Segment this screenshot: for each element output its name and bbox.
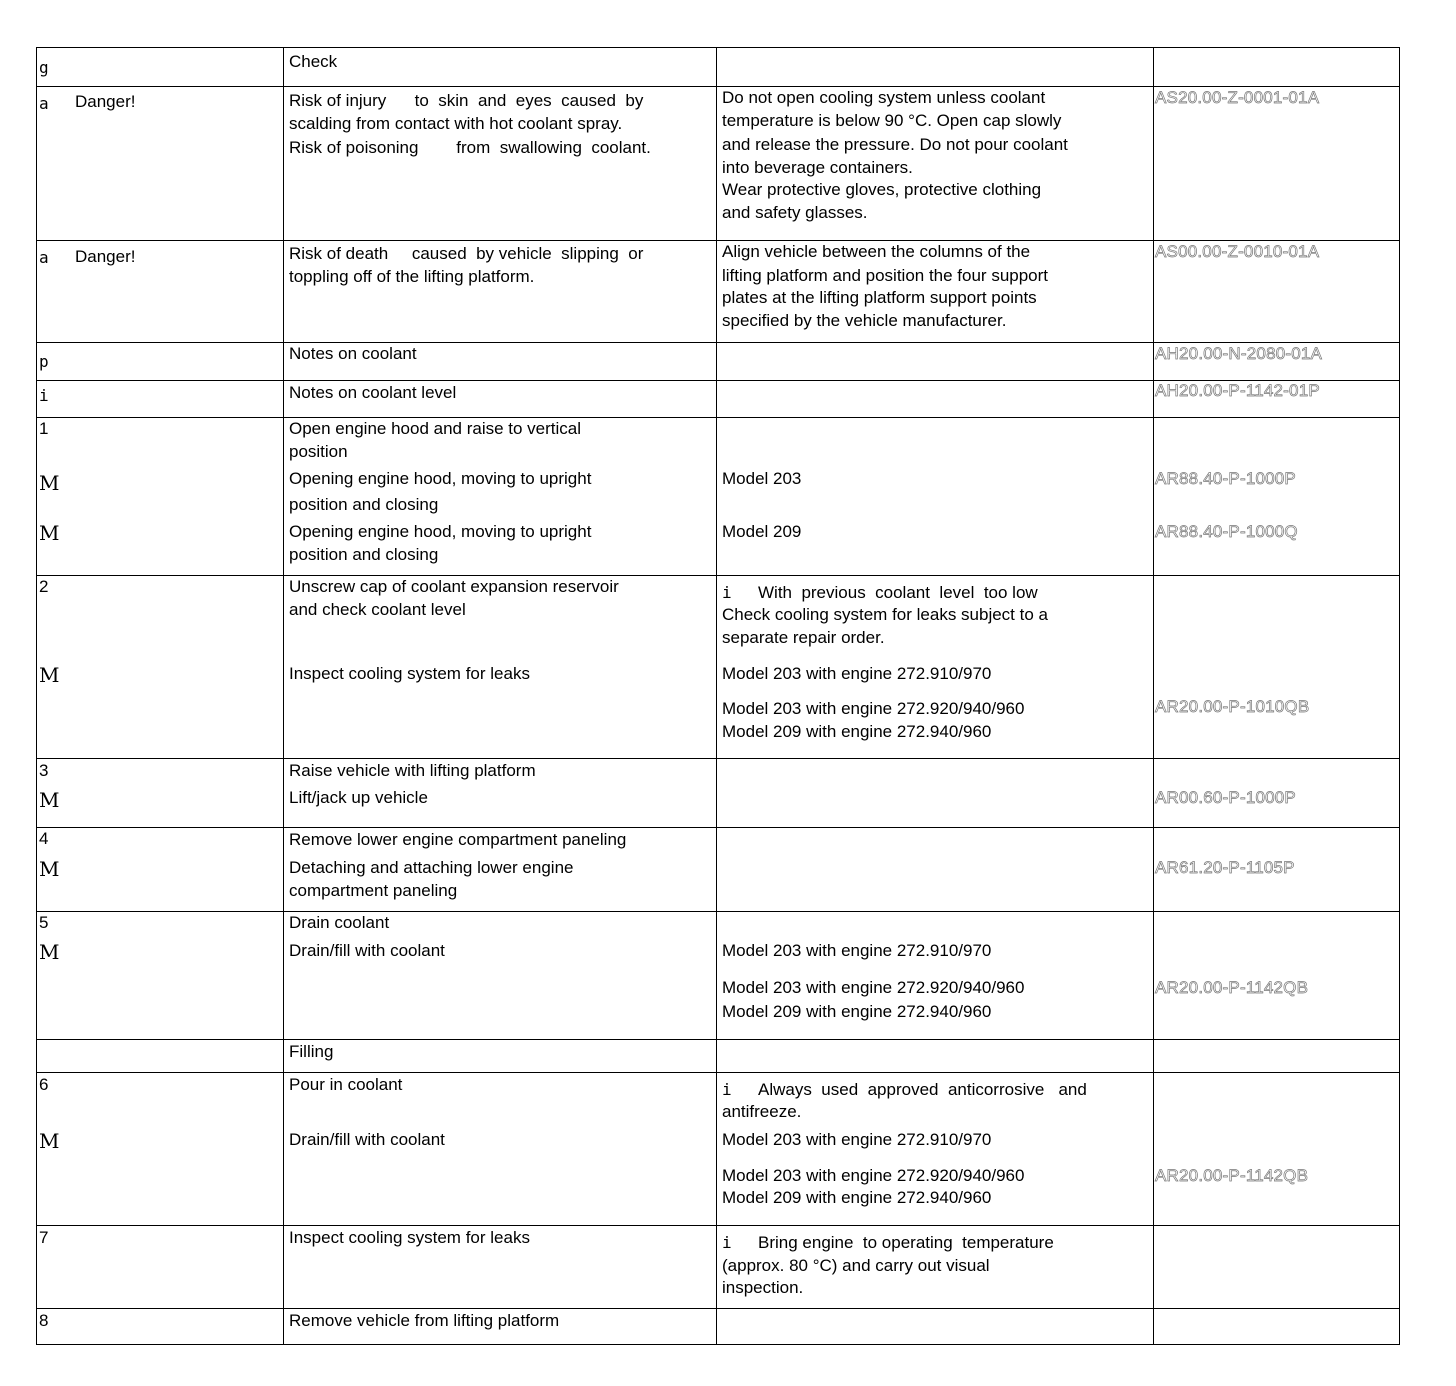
notes-icon: p <box>39 352 49 371</box>
note-text: Bring engine to operating temperature <box>758 1233 1054 1252</box>
column-divider <box>36 47 37 1345</box>
manual-icon: M <box>39 1129 60 1153</box>
step-number: 6 <box>39 1075 49 1094</box>
safety-instruction: and safety glasses. <box>722 203 868 222</box>
danger-label: Danger! <box>75 247 136 266</box>
reference-link[interactable]: AH20.00-N-2080-01A <box>1155 344 1323 363</box>
manual-icon: M <box>39 471 60 495</box>
danger-label: Danger! <box>75 92 136 111</box>
step-text: position <box>289 442 348 461</box>
safety-instruction: plates at the lifting platform support points <box>722 288 1037 307</box>
reference-link[interactable]: AH20.00-P-1142-01P <box>1155 381 1320 400</box>
model-text: Model 203 with engine 272.910/970 <box>722 941 992 960</box>
reference-link[interactable]: AS20.00-Z-0001-01A <box>1155 88 1320 107</box>
substep-text: Drain/fill with coolant <box>289 941 445 960</box>
row-divider <box>36 575 1400 576</box>
info-icon: i <box>722 1233 732 1252</box>
note-text: Check cooling system for leaks subject to a <box>722 605 1048 624</box>
note-text: inspection. <box>722 1278 804 1297</box>
substep-text: compartment paneling <box>289 881 458 900</box>
column-divider <box>716 47 717 1345</box>
notes-text: Notes on coolant level <box>289 383 457 402</box>
reference-link[interactable]: AR20.00-P-1010QB <box>1155 697 1310 716</box>
reference-link[interactable]: AR20.00-P-1142QB <box>1155 978 1309 997</box>
step-number: 1 <box>39 419 49 438</box>
model-text: Model 203 with engine 272.920/940/960 <box>722 1166 1025 1185</box>
column-divider <box>1399 47 1400 1345</box>
safety-instruction: into beverage containers. <box>722 158 913 177</box>
model-text: Model 203 with engine 272.920/940/960 <box>722 699 1025 718</box>
step-number: 7 <box>39 1228 49 1247</box>
manual-icon: M <box>39 663 60 687</box>
info-icon: i <box>722 583 732 602</box>
model-text: Model 203 with engine 272.910/970 <box>722 664 992 683</box>
model-text: Model 209 <box>722 522 802 541</box>
step-text: Remove vehicle from lifting platform <box>289 1311 560 1330</box>
substep-text: Lift/jack up vehicle <box>289 788 428 807</box>
hazard-text: scalding from contact with hot coolant spray. <box>289 114 623 133</box>
hazard-text: Risk of death caused by vehicle slipping or <box>289 244 644 263</box>
check-symbol: g <box>39 58 49 77</box>
substep-text: position and closing <box>289 545 439 564</box>
manual-icon: M <box>39 940 60 964</box>
row-divider <box>36 417 1400 418</box>
step-text: Inspect cooling system for leaks <box>289 1228 530 1247</box>
row-divider <box>36 1308 1400 1309</box>
row-divider <box>36 1344 1400 1345</box>
hazard-text: toppling off of the lifting platform. <box>289 267 535 286</box>
manual-icon: M <box>39 788 60 812</box>
model-text: Model 203 with engine 272.920/940/960 <box>722 978 1025 997</box>
substep-text: Opening engine hood, moving to upright <box>289 522 592 541</box>
step-number: 4 <box>39 829 49 848</box>
manual-icon: M <box>39 857 60 881</box>
section-title-filling: Filling <box>289 1042 334 1061</box>
substep-text: Drain/fill with coolant <box>289 1130 445 1149</box>
row-divider <box>36 1072 1400 1073</box>
model-text: Model 209 with engine 272.940/960 <box>722 1002 992 1021</box>
row-divider <box>36 1225 1400 1226</box>
substep-text: Inspect cooling system for leaks <box>289 664 530 683</box>
step-text: Open engine hood and raise to vertical <box>289 419 582 438</box>
step-number: 2 <box>39 577 49 596</box>
column-divider <box>283 47 284 1345</box>
safety-instruction: specified by the vehicle manufacturer. <box>722 311 1007 330</box>
model-text: Model 209 with engine 272.940/960 <box>722 722 992 741</box>
model-text: Model 203 <box>722 469 802 488</box>
substep-text: Opening engine hood, moving to upright <box>289 469 592 488</box>
column-divider <box>1153 47 1154 1345</box>
danger-icon: a <box>39 94 49 113</box>
reference-link[interactable]: AR61.20-P-1105P <box>1155 858 1295 877</box>
note-text: (approx. 80 °C) and carry out visual <box>722 1256 990 1275</box>
step-number: 3 <box>39 761 49 780</box>
substep-text: position and closing <box>289 495 439 514</box>
reference-link[interactable]: AR88.40-P-1000P <box>1155 469 1296 488</box>
safety-instruction: Wear protective gloves, protective clothing <box>722 180 1042 199</box>
notes-text: Notes on coolant <box>289 344 417 363</box>
hazard-text: Risk of injury to skin and eyes caused by <box>289 91 644 110</box>
note-text: antifreeze. <box>722 1102 802 1121</box>
reference-link[interactable]: AS00.00-Z-0010-01A <box>1155 242 1320 261</box>
step-text: Remove lower engine compartment paneling <box>289 830 627 849</box>
section-title-check: Check <box>289 52 338 71</box>
row-divider <box>36 47 1400 48</box>
manual-icon: M <box>39 521 60 545</box>
step-number: 5 <box>39 913 49 932</box>
step-text: Raise vehicle with lifting platform <box>289 761 536 780</box>
step-text: Drain coolant <box>289 913 390 932</box>
note-text: With previous coolant level too low <box>758 583 1038 602</box>
model-text: Model 203 with engine 272.910/970 <box>722 1130 992 1149</box>
safety-instruction: and release the pressure. Do not pour coolant <box>722 135 1068 154</box>
danger-icon: a <box>39 248 49 267</box>
step-number: 8 <box>39 1311 49 1330</box>
row-divider <box>36 827 1400 828</box>
row-divider <box>36 911 1400 912</box>
step-text: Pour in coolant <box>289 1075 403 1094</box>
row-divider <box>36 758 1400 759</box>
reference-link[interactable]: AR20.00-P-1142QB <box>1155 1166 1309 1185</box>
note-text: Always used approved anticorrosive and <box>758 1080 1087 1099</box>
safety-instruction: temperature is below 90 °C. Open cap slowly <box>722 111 1062 130</box>
step-text: Unscrew cap of coolant expansion reservoir <box>289 577 619 596</box>
safety-instruction: Do not open cooling system unless coolant <box>722 88 1046 107</box>
row-divider <box>36 1039 1400 1040</box>
model-text: Model 209 with engine 272.940/960 <box>722 1188 992 1207</box>
reference-link[interactable]: AR88.40-P-1000Q <box>1155 522 1298 541</box>
safety-instruction: lifting platform and position the four support <box>722 266 1049 285</box>
step-text: and check coolant level <box>289 600 466 619</box>
safety-instruction: Align vehicle between the columns of the <box>722 242 1031 261</box>
info-icon: i <box>722 1080 732 1099</box>
reference-link[interactable]: AR00.60-P-1000P <box>1155 788 1296 807</box>
info-icon: i <box>39 386 49 405</box>
hazard-text: Risk of poisoning from swallowing coolant. <box>289 138 651 157</box>
substep-text: Detaching and attaching lower engine <box>289 858 574 877</box>
note-text: separate repair order. <box>722 628 885 647</box>
